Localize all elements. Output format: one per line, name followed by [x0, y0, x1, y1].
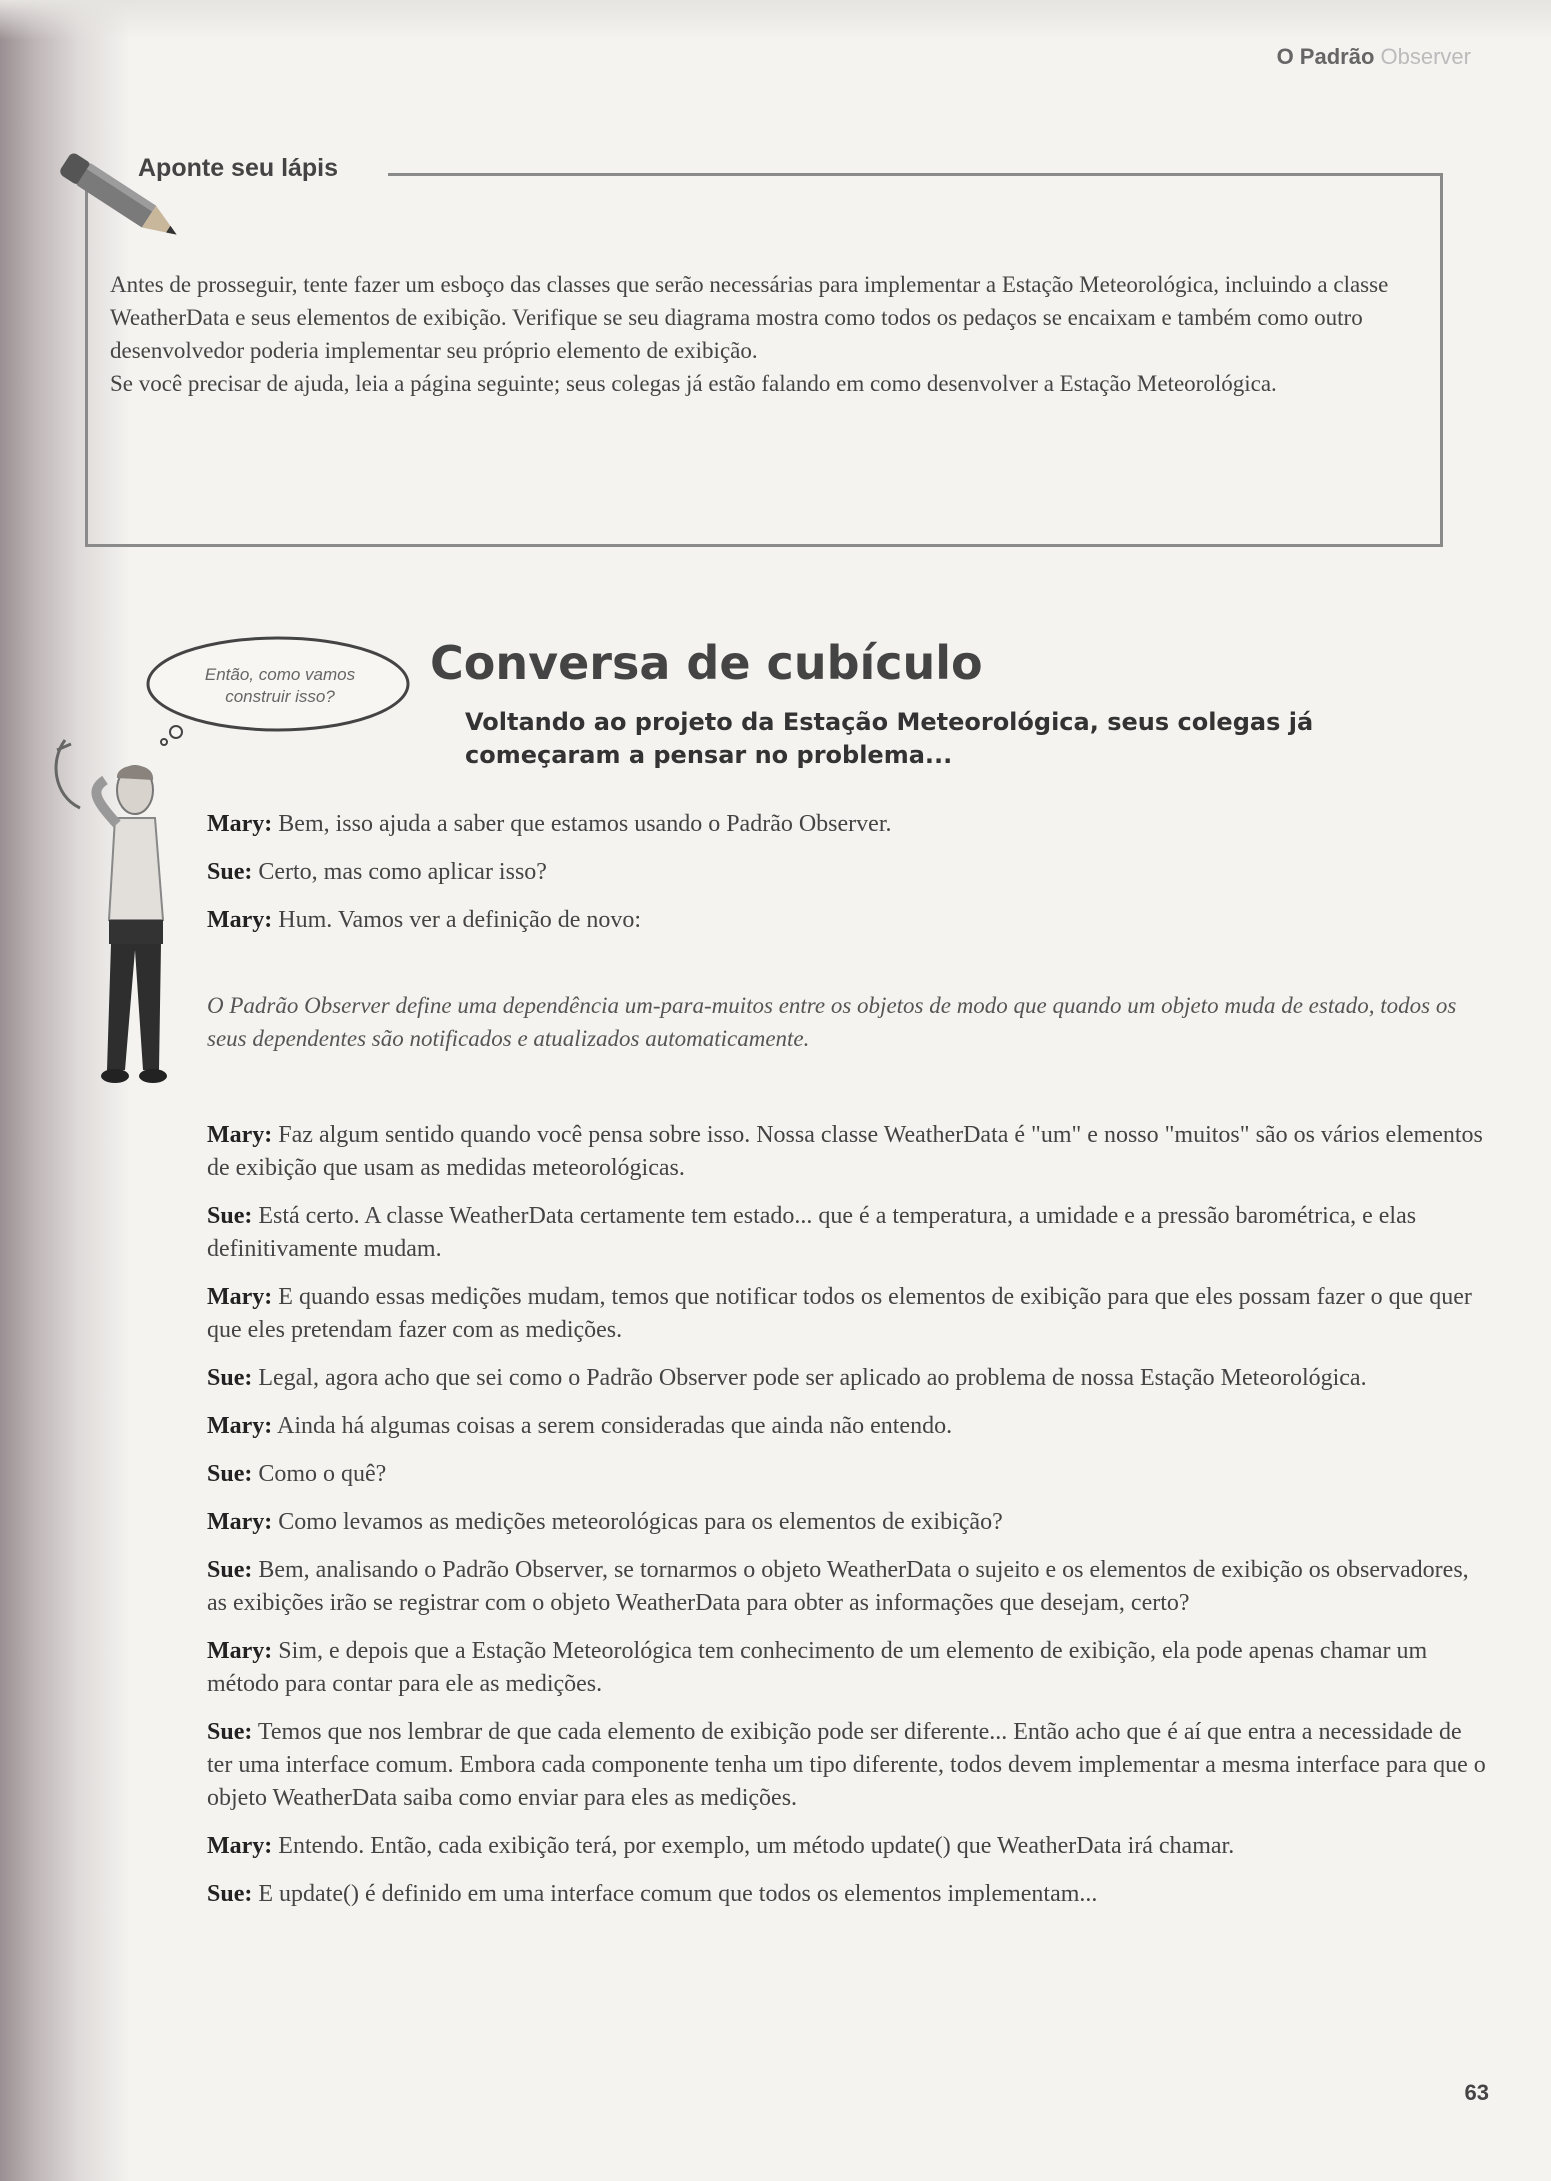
speaker-label: Sue:	[207, 1881, 253, 1907]
pencil-box-text	[110, 268, 1410, 400]
running-header	[1277, 44, 1471, 70]
speaker-label: Mary:	[207, 811, 273, 837]
dialog-text: Está certo. A classe WeatherData certamente tem estado... que é a temperatura, a umidade e a pressão barométrica, e elas definitivamente mudam.	[207, 1203, 1417, 1262]
speaker-label: Sue:	[207, 859, 253, 885]
dialog-text: Certo, mas como aplicar isso?	[258, 859, 547, 885]
conversation-dialog	[207, 808, 1487, 1926]
dialog-line	[207, 1878, 1487, 1911]
dialog-line	[207, 1119, 1487, 1185]
page-top-shadow	[0, 0, 1551, 40]
dialog-text: Faz algum sentido quando você pensa sobre isso. Nossa classe WeatherData é "um" e nosso "muitos" são os vários elementos de exibição que usam as medidas meteorológicas.	[207, 1122, 1483, 1181]
chapter-title-bold: O Padrão	[1276, 44, 1375, 69]
dialog-line	[207, 1716, 1487, 1815]
speaker-label: Sue:	[207, 1719, 253, 1745]
page-number: 63	[1464, 2080, 1489, 2105]
speaker-label: Mary:	[207, 907, 273, 933]
speaker-label: Mary:	[207, 1413, 273, 1439]
dialog-text: E update() é definido em uma interface comum que todos os elementos implementam...	[258, 1881, 1098, 1907]
dialog-text: Temos que nos lembrar de que cada elemento de exibição pode ser diferente... Então acho que é aí que entra a necessidade de ter uma interface comum. Embora cada componente tenha um tipo diferente, todos devem implementar a mesma interface para que o objeto WeatherData saiba como enviar para eles as medições.	[207, 1719, 1486, 1811]
speaker-label: Sue:	[207, 1365, 253, 1391]
dialog-line	[207, 1410, 1487, 1443]
chapter-title-light: Observer	[1380, 44, 1471, 69]
dialog-text: Legal, agora acho que sei como o Padrão Observer pode ser aplicado ao problema de nossa Estação Meteorológica.	[258, 1365, 1367, 1391]
dialog-text: Sim, e depois que a Estação Meteorológica tem conhecimento de um elemento de exibição, ela pode apenas chamar um método para contar para ele as medições.	[207, 1638, 1428, 1697]
dialog-line	[207, 904, 1487, 937]
section-title: Conversa de cubículo	[430, 636, 983, 690]
dialog-line	[207, 1281, 1487, 1347]
dialog-line	[207, 808, 1487, 841]
speaker-label: Mary:	[207, 1638, 273, 1664]
section-subtitle: Voltando ao projeto da Estação Meteorológica, seus colegas já começaram a pensar no problema...	[465, 708, 1314, 769]
box-top-border	[388, 173, 1443, 176]
dialog-line	[207, 1458, 1487, 1491]
dialog-text: Hum. Vamos ver a definição de novo:	[278, 907, 642, 933]
observer-definition: O Padrão Observer define uma dependência um-para-muitos entre os objetos de modo que quando um objeto muda de estado, todos os seus dependentes são notificados e atualizados automaticamente.	[207, 993, 1457, 1051]
person-figure-icon	[45, 720, 205, 1100]
dialog-line	[207, 1635, 1487, 1701]
dialog-text: Entendo. Então, cada exibição terá, por exemplo, um método update() que WeatherData irá chamar.	[278, 1833, 1235, 1859]
dialog-line	[207, 1200, 1487, 1266]
dialog-text: Bem, analisando o Padrão Observer, se tornarmos o objeto WeatherData o sujeito e os elementos de exibição os observadores, as exibições irão se registrar com o objeto WeatherData para obter as informações que desejam, certo?	[207, 1557, 1469, 1616]
dialog-text: Bem, isso ajuda a saber que estamos usando o Padrão Observer.	[278, 811, 892, 837]
dialog-line	[207, 1830, 1487, 1863]
dialog-text: E quando essas medições mudam, temos que notificar todos os elementos de exibição para que eles possam fazer o que quer que eles pretendam fazer com as medições.	[207, 1284, 1472, 1343]
dialog-line	[207, 1506, 1487, 1539]
speaker-label: Sue:	[207, 1203, 253, 1229]
speaker-label: Sue:	[207, 1557, 253, 1583]
speaker-label: Mary:	[207, 1509, 273, 1535]
speaker-label: Mary:	[207, 1284, 273, 1310]
speaker-label: Mary:	[207, 1122, 273, 1148]
pencil-paragraph-2: Se você precisar de ajuda, leia a página seguinte; seus colegas já estão falando em como desenvolver a Estação Meteorológica.	[110, 371, 1277, 396]
dialog-text: Ainda há algumas coisas a serem consideradas que ainda não entendo.	[276, 1413, 953, 1439]
dialog-line	[207, 856, 1487, 889]
thought-bubble-text: Então, como vamos construir isso?	[204, 665, 356, 706]
pencil-paragraph-1: Antes de prosseguir, tente fazer um esboço das classes que serão necessárias para implementar a Estação Meteorológica, incluindo a classe WeatherData e seus elementos de exibição. Verifique se seu diagrama mostra como todos os pedaços se encaixam e também como outro desenvolvedor poderia implementar seu próprio elemento de exibição.	[110, 272, 1389, 363]
dialog-text: Como levamos as medições meteorológicas para os elementos de exibição?	[278, 1509, 1003, 1535]
dialog-line	[207, 1362, 1487, 1395]
pencil-box-title: Aponte seu lápis	[138, 154, 339, 182]
dialog-text: Como o quê?	[258, 1461, 387, 1487]
speaker-label: Sue:	[207, 1461, 253, 1487]
speaker-label: Mary:	[207, 1833, 273, 1859]
dialog-line	[207, 1554, 1487, 1620]
